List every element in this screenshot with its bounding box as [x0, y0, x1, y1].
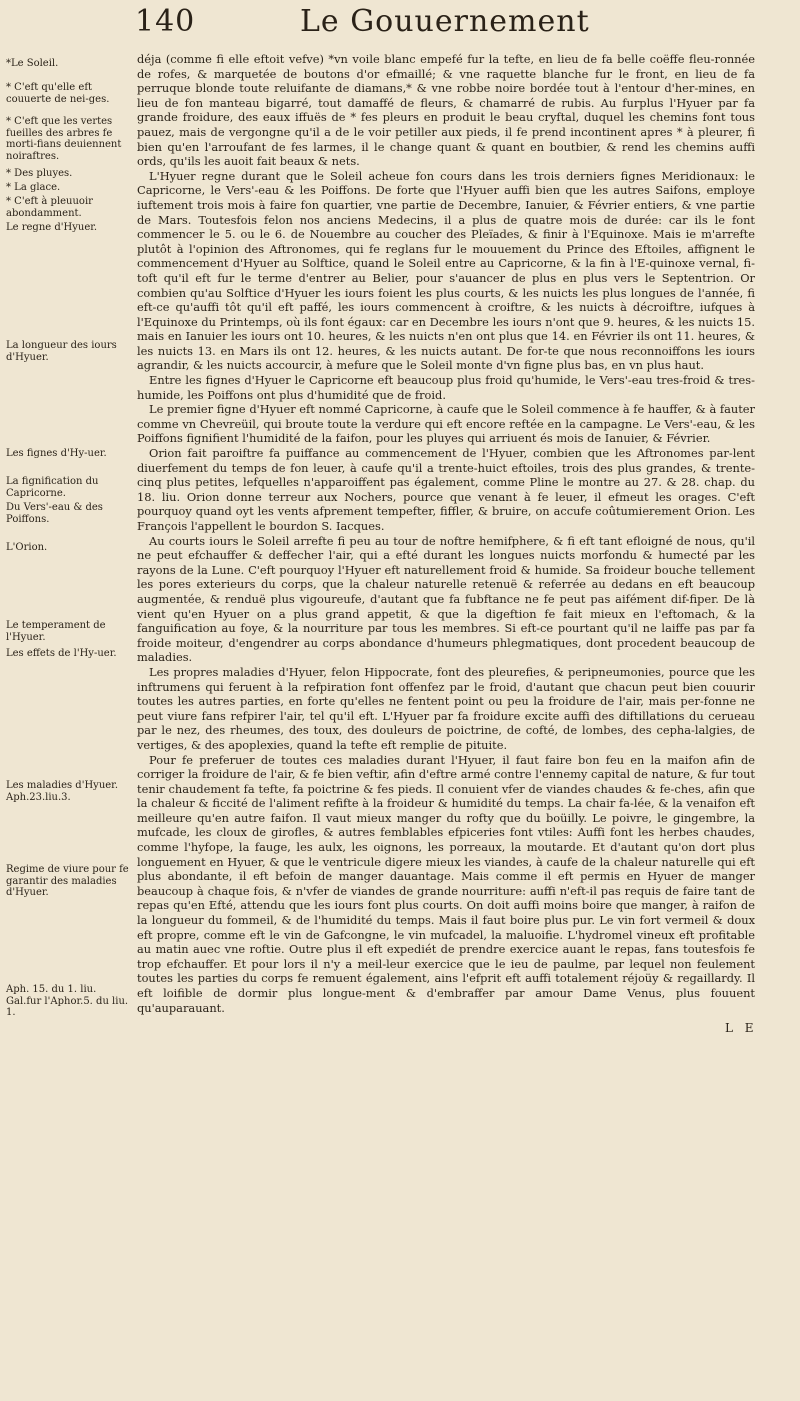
paragraph: Les propres maladies d'Hyuer, felon Hippocrate, font des pleurefies, & peripneumonies, pource que les inftrumens qui feruent à la refpiration font offenfez par le froid, d'autant que chacun peut bien couurir toutes les autres parties, en forte qu'elles ne fentent point ou peu la froidure de l'air, mais per-fonne ne peut viure fans refpirer l'air, tel qu'il eft. L'Hyuer par fa froidure excite auffi des diftillations du cerueau par le nez, des rheumes, des toux, des douleurs de poictrine, de cofté, de lombes, des cepha-lalgies, de vertiges, & des apoplexies, quand la tefte eft remplie de pituite.	[137, 664, 755, 752]
paragraph: Entre les fignes d'Hyuer le Capricorne eft beaucoup plus froid qu'humide, le Vers'-eau tres-froid & tres-humide, les Poiffons ont plus d'humidité que de froid.	[137, 373, 755, 402]
page-header	[0, 0, 800, 44]
margin-note: Le temperament de l'Hyuer.	[6, 620, 106, 643]
margin-note: * C'eft qu'elle eft couuerte de nei-ges.	[6, 82, 110, 105]
paragraph: Le premier figne d'Hyuer eft nommé Capricorne, à caufe que le Soleil commence à fe hauffer, & à fauter comme vn Chevreüil, qui broute toute la verdure qui eft encore reftée en la campagne. Le Vers'-eau, & les Poiffons fignifient l'humidité de la faifon, pour les pluyes qui arriuent és mois de Ianuier, & Février.	[137, 402, 755, 446]
margin-note: * La glace.	[6, 182, 61, 193]
margin-note: L'Orion.	[6, 542, 48, 553]
margin-note: Les maladies d'Hyuer. Aph.23.liu.3.	[6, 780, 119, 803]
paragraph: L'Hyuer regne durant que le Soleil acheue fon cours dans les trois derniers fignes Meridionaux: le Capricorne, le Vers'-eau & les Poiffons. De forte que l'Hyuer auffi bien que les autres Saifons, employe iuftement trois mois à faire fon quartier, vne partie de Decembre, Ianuier, & Février entiers, & vne partie de Mars. Toutesfois felon nos anciens Medecins, il a plus de quatre mois de durée: car ils le font commencer le 5. ou le 6. de Nouembre au coucher des Pleïades, & finir à l'Equinoxe. Mais ie m'arrefte plutôt à l'opinion des Aftronomes, qui fe reglans fur le mouuement du Prince des Eftoiles, affignent le commencement d'Hyuer au Solftice, quand le Soleil entre au Capricorne, & la fin à l'E-quinoxe vernal, fi-toft qu'il eft fur le terme d'entrer au Belier, pour s'auancer de plus en plus vers le Septentrion. Or combien qu'au Solftice d'Hyuer les iours foient les plus courts, & les nuicts les plus longues de l'année, fi eft-ce qu'auffi tôt qu'il eft paffé, les iours commencent à croiftre, & les nuicts à décroiftre, iufques à l'Equinoxe du Printemps, où ils font égaux: car en Decembre les iours n'ont que 9. heures, & les nuicts 15. mais en Ianuier les iours ont 10. heures, & les nuicts n'en ont plus que 14. en Février ils ont 11. heures, & les nuicts 13. en Mars ils ont 12. heures, & les nuicts autant. De for-te que nous reconnoiffons les iours agrandir, & les nuicts accourcir, à mefure que le Soleil monte d'vn figne plus bas, en vn plus haut.	[137, 168, 755, 373]
margin-note: * C'eft que les vertes fueilles des arbres fe morti-fians deuiennent noiraftres.	[6, 116, 122, 162]
main-text	[137, 52, 755, 1015]
page-number: 140	[135, 4, 196, 39]
margin-note: Le regne d'Hyuer.	[6, 222, 98, 233]
catchword: L E	[725, 1021, 758, 1035]
margin-note: Les fignes d'Hy-uer.	[6, 448, 107, 459]
margin-note: Regime de viure pour fe garantir des maladies d'Hyuer.	[6, 864, 129, 898]
margin-notes	[6, 56, 134, 1018]
margin-note: * Des pluyes.	[6, 168, 73, 179]
margin-note: *Le Soleil.	[6, 58, 59, 69]
running-title: Le Gouuernement	[300, 4, 590, 39]
margin-note: Du Vers'-eau & des Poiffons.	[6, 502, 103, 525]
paragraph: Pour fe preferuer de toutes ces maladies durant l'Hyuer, il faut faire bon feu en la maifon afin de corriger la froidure de l'air, & fe bien veftir, afin d'eftre armé contre l'ennemy capital de nature, & fur tout tenir chaudement fa tefte, fa poictrine & fes pieds. Il conuient vfer de viandes chaudes & fe-ches, afin que la chaleur & ficcité de l'aliment refifte à la froideur & humidité du temps. La chair fa-lée, & la venaifon eft meilleure qu'en autre faifon. Il vaut mieux manger du rofty que du boüilly. Le poivre, le gingembre, la mufcade, les cloux de girofles, & autres femblables efpiceries font vtiles: Auffi font les herbes chaudes, comme l'hyfope, la fauge, les aulx, les oignons, les porreaux, la moutarde. Et d'autant qu'on dort plus longuement en Hyuer, & que le ventricule digere mieux les viandes, à caufe de la chaleur naturelle qui eft plus abondante, il eft befoin de manger dauantage. Mais comme il eft permis en Hyuer de manger beaucoup à chaque fois, & n'vfer de viandes de grande nourriture: auffi n'eft-il pas requis de faire tant de repas qu'en Efté, attendu que les iours font plus courts. On doit auffi moins boire que manger, à raifon de la longueur du fommeil, & de l'humidité du temps. Mais il faut boire plus pur. Le vin fort vermeil & doux eft propre, comme eft le vin de Gafcongne, le vin mufcadel, la maluoifie. L'hydromel vineux eft profitable au matin auec vne roftie. Outre plus il eft expediét de prendre exercice auant le repas, fans toutesfois fe trop efchauffer. Et pour lors il n'y a meil-leur exercice que le ieu de paulme, par lequel non feulement toutes les parties du corps fe remuent également, ains l'efprit eft auffi totalement réjoüy & regaillardy. Il eft loifible de dormir plus longue-ment & d'embraffer par amour Dame Venus, plus fouuent qu'auparauant.	[137, 752, 755, 1015]
paragraph: Au courts iours le Soleil arrefte fi peu au tour de noftre hemifphere, & fi eft tant efloigné de nous, qu'il ne peut efchauffer & deffecher l'air, qui a efté durant les longues nuicts morfondu & humecté par les rayons de la Lune. C'eft pourquoy l'Hyuer eft naturellement froid & humide. Sa froideur bouche tellement les pores exterieurs du corps, que la chaleur naturelle retenuë & referrée au dedans en eft beaucoup augmentée, & renduë plus vigoureufe, d'autant que fa fubftance ne fe peut pas aifément dif-fiper. De là vient qu'en Hyuer on a plus grand appetit, & que la digeftion fe fait mieux en l'eftomach, & la fanguification au foye, & la nourriture par tous les membres. Si eft-ce pourtant qu'il ne laiffe pas par fa froide moiteur, d'engendrer au corps abondance d'humeurs phlegmatiques, dont procedent beaucoup de maladies.	[137, 533, 755, 665]
margin-note: La longueur des iours d'Hyuer.	[6, 340, 117, 363]
margin-note: Les effets de l'Hy-uer.	[6, 648, 117, 659]
margin-note: * C'eft à pleuuoir abondamment.	[6, 196, 93, 219]
paragraph: déja (comme fi elle eftoit vefve) *vn voile blanc empefé fur la tefte, en lieu de fa belle coëffe fleu-ronnée de rofes, & marquetée de boutons d'or efmaillé; & vne raquette blanche fur le front, en lieu de fa perruque blonde toute reluifante de diamans,* & vne robbe noire bordée tout à l'entour d'her-mines, en lieu de fon manteau bigarré, tout damaffé de fleurs, & chamarré de rubis. Au furplus l'Hyuer par fa grande froidure, des eaux iffuës de * fes pleurs en produit le beau cryftal, duquel les chemins font tous pauez, mais de vergongne qu'il a de le voir petiller aux pieds, il fe prend incontinent apres * à pleurer, fi bien qu'en l'arroufant de fes larmes, il le change quant & quant en boutbier, & rend les chemins auffi ords, qu'ils les auoit fait beaux & nets.	[137, 52, 755, 169]
margin-note: La fignification du Capricorne.	[6, 476, 99, 499]
margin-note: Aph. 15. du 1. liu. Gal.fur l'Aphor.5. du liu. 1.	[6, 984, 129, 1018]
paragraph: Orion fait paroiftre fa puiffance au commencement de l'Hyuer, combien que les Aftronomes par-lent diuerfement du temps de fon leuer, à caufe qu'il a trente-huict eftoiles, trois des plus grandes, & trente-cinq plus petites, lefquelles n'apparoiffent pas également, comme Pline le montre au 27. & 28. chap. du 18. liu. Orion donne terreur aux Nochers, pource que venant à fe leuer, il efmeut les orages. C'eft pourquoy quand oyt les vents afprement tempefter, fiffler, & bruire, on accufe coûtumierement Orion. Les François l'appellent le bourdon S. Iacques.	[137, 446, 755, 533]
